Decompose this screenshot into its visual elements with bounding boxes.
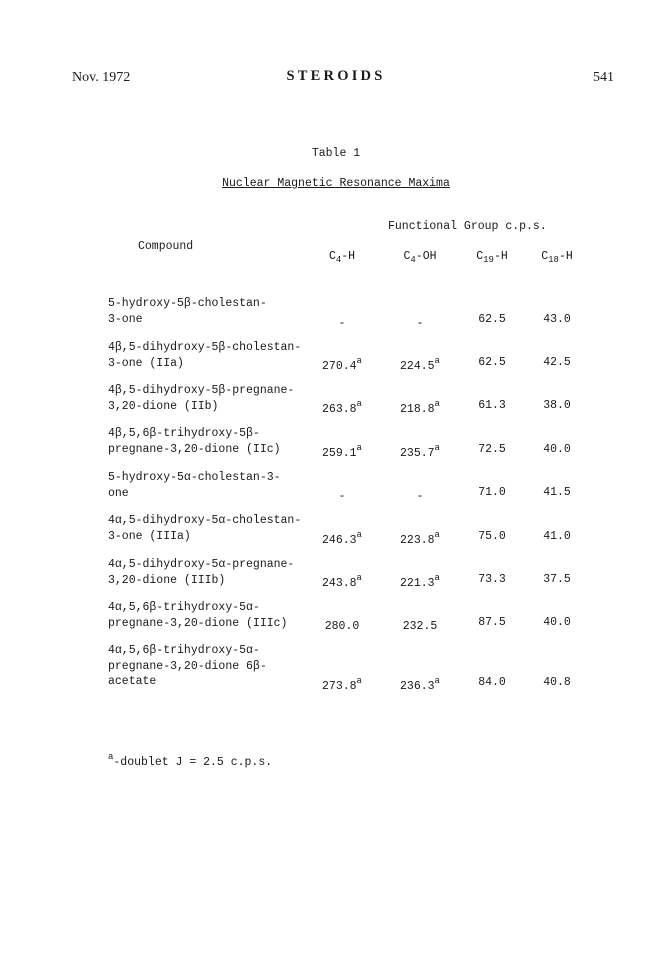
value-c4oh (385, 530, 455, 547)
value-c19h: 87.5 (478, 616, 506, 629)
value: - (416, 317, 424, 330)
compound-name: 4α,5-dihydroxy-5α-cholestan- 3-one (IIIa) (108, 514, 302, 543)
value: 273.8 (322, 680, 357, 693)
col-suffix: -H (493, 250, 508, 263)
footnote-marker: a (356, 530, 362, 540)
value: - (416, 490, 424, 503)
value-c18h: 43.0 (543, 313, 571, 326)
compound-name: 4α,5-dihydroxy-5α-pregnane- 3,20-dione (IIIb) (108, 558, 295, 587)
col-sub: 4 (410, 255, 416, 265)
table-footnote (108, 752, 272, 769)
value: - (338, 490, 346, 503)
col-suffix: -H (341, 250, 356, 263)
value-c19h: 71.0 (478, 486, 506, 499)
value-c18h: 41.5 (543, 486, 571, 499)
value-c19h: 62.5 (478, 356, 506, 369)
value-c18h: 40.8 (543, 676, 571, 689)
value-c4h (307, 676, 377, 693)
value: 259.1 (322, 447, 357, 460)
value-c18h: 42.5 (543, 356, 571, 369)
footnote-marker: a (108, 752, 114, 762)
footnote-marker: a (434, 573, 440, 583)
value: 270.4 (322, 360, 357, 373)
value-c4h (307, 573, 377, 590)
col-sub: 18 (548, 255, 559, 265)
value-c4oh (385, 486, 455, 503)
col-base: C (476, 250, 484, 263)
value: 224.5 (400, 360, 435, 373)
value-c18h: 37.5 (543, 573, 571, 586)
col-suffix: -H (558, 250, 573, 263)
value-c19h: 84.0 (478, 676, 506, 689)
col-base: C (403, 250, 411, 263)
footnote-marker: a (356, 443, 362, 453)
compound-name: 4β,5,6β-trihydroxy-5β- pregnane-3,20-dione (IIc) (108, 427, 281, 456)
footnote-marker: a (356, 573, 362, 583)
value: 223.8 (400, 534, 435, 547)
compound-name: 4α,5,6β-trihydroxy-5α- pregnane-3,20-dione (IIIc) (108, 601, 288, 630)
value-c19h: 72.5 (478, 443, 506, 456)
value-c4oh (385, 443, 455, 460)
running-header-journal: STEROIDS (286, 68, 386, 84)
table-title: Nuclear Magnetic Resonance Maxima (222, 177, 450, 190)
compound-name: 4β,5-dihydroxy-5β-pregnane- 3,20-dione (IIb) (108, 384, 295, 413)
footnote-marker: a (356, 676, 362, 686)
value: 218.8 (400, 403, 435, 416)
value-c4h (307, 616, 377, 633)
value-c4h (307, 399, 377, 416)
value: 235.7 (400, 447, 435, 460)
page-number: 541 (593, 70, 614, 85)
value: - (338, 317, 346, 330)
col-base: C (328, 250, 336, 263)
value-c4oh (385, 573, 455, 590)
footnote-marker: a (434, 530, 440, 540)
value-c4h (307, 486, 377, 503)
value-c4oh (385, 616, 455, 633)
value-c19h: 75.0 (478, 530, 506, 543)
footnote-text: -doublet J = 2.5 c.p.s. (113, 756, 273, 769)
footnote-marker: a (434, 399, 440, 409)
compound-name: 5-hydroxy-5β-cholestan- 3-one (108, 297, 267, 326)
col-sub: 4 (335, 255, 342, 265)
value: 232.5 (402, 620, 438, 633)
value-c4h (307, 313, 377, 330)
col-suffix: -OH (415, 250, 437, 263)
value-c4h (307, 530, 377, 547)
value-c4oh (385, 313, 455, 330)
value-c4oh (385, 356, 455, 373)
value: 280.0 (324, 620, 360, 633)
compound-name: 4α,5,6β-trihydroxy-5α- pregnane-3,20-dione 6β- acetate (108, 644, 267, 688)
value-c19h: 61.3 (478, 399, 506, 412)
value-c18h: 40.0 (543, 616, 571, 629)
functional-group-header: Functional Group c.p.s. (388, 220, 547, 233)
value-c4h (307, 356, 377, 373)
value-c19h: 73.3 (478, 573, 506, 586)
footnote-marker: a (434, 356, 440, 366)
running-header-date: Nov. 1972 (72, 70, 131, 85)
value-c18h: 40.0 (543, 443, 571, 456)
value: 243.8 (322, 577, 357, 590)
footnote-marker: a (356, 356, 362, 366)
value: 263.8 (322, 403, 357, 416)
value: 236.3 (400, 680, 435, 693)
value-c4h (307, 443, 377, 460)
footnote-marker: a (434, 443, 440, 453)
table-number: Table 1 (311, 147, 361, 160)
col-sub: 19 (483, 255, 494, 265)
value-c4oh (385, 399, 455, 416)
value: 221.3 (400, 577, 435, 590)
col-base: C (541, 250, 549, 263)
compound-name: 4β,5-dihydroxy-5β-cholestan- 3-one (IIa) (108, 341, 302, 370)
footnote-marker: a (434, 676, 440, 686)
value-c18h: 41.0 (543, 530, 571, 543)
footnote-marker: a (356, 399, 362, 409)
value-c19h: 62.5 (478, 313, 506, 326)
value: 246.3 (322, 534, 357, 547)
value-c4oh (385, 676, 455, 693)
compound-name: 5-hydroxy-5α-cholestan-3- one (108, 471, 281, 500)
compound-header: Compound (138, 240, 194, 253)
value-c18h: 38.0 (543, 399, 571, 412)
